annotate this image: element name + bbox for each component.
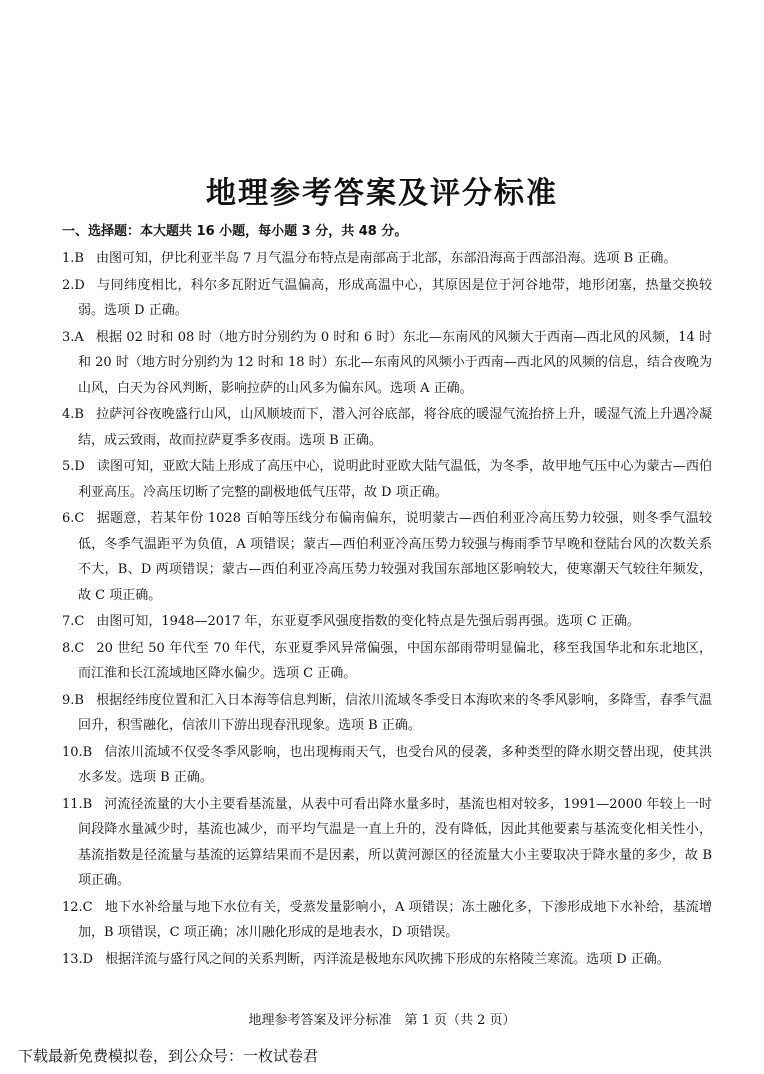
answer-item (62, 792, 712, 894)
answer-text: 拉萨河谷夜晚盛行山风，山风顺坡而下，潜入河谷底部，将谷底的暖湿气流抬挤上升，暖湿气流上升遇冷凝结，成云致雨，故而拉萨夏季多夜雨。选项 B 正确。 (78, 407, 712, 448)
answer-item (62, 273, 712, 324)
answer-number: 8.C (62, 640, 85, 656)
answer-item (62, 454, 712, 505)
answer-item (62, 246, 712, 272)
answer-list (62, 246, 712, 973)
answer-item (62, 636, 712, 687)
answer-text: 与同纬度相比，科尔多瓦附近气温偏高，形成高温中心，其原因是位于河谷地带，地形闭塞，热量交换较弱。选项 D 正确。 (78, 277, 712, 318)
answer-number: 1.B (62, 251, 84, 266)
answer-text: 地下水补给量与地下水位有关，受蒸发量影响小，A 项错误；冻土融化多，下渗形成地下水补给，基流增加，B 项错误，C 项正确；冰川融化形成的是地表水，D 项错误。 (78, 899, 712, 940)
answer-body (62, 740, 712, 791)
answer-body (62, 506, 712, 608)
answer-text: 根据经纬度位置和汇入日本海等信息判断，信浓川流域冬季受日本海吹来的冬季风影响，多降雪，春季气温回升，积雪融化，信浓川下游出现春汛现象。选项 B 正确。 (78, 692, 712, 733)
answer-number: 3.A (62, 329, 84, 345)
answer-body (62, 947, 712, 973)
answer-item (62, 609, 712, 635)
answer-number: 12.C (62, 899, 93, 915)
page-title: 地理参考答案及评分标准 (206, 176, 558, 211)
answer-body (62, 636, 712, 687)
answer-item (62, 325, 712, 402)
answer-item (62, 895, 712, 946)
answer-text: 由图可知，1948—2017 年，东亚夏季风强度指数的变化特点是先强后弱再强。选项 C 正确。 (96, 614, 640, 629)
answer-number: 5.D (62, 459, 85, 474)
answer-number: 13.D (62, 951, 94, 967)
answer-number: 11.B (62, 796, 93, 812)
promo-text: 下载最新免费模拟卷，到公众号：一枚试卷君 (18, 1047, 319, 1065)
answer-text: 信浓川流域不仅受冬季风影响，也出现梅雨天气，也受台风的侵袭，多种类型的降水期交替出现，使其洪水多发。选项 B 正确。 (78, 744, 712, 785)
answer-body (62, 402, 712, 453)
answer-number: 2.D (62, 277, 85, 293)
answer-body (62, 688, 712, 739)
answer-item (62, 947, 712, 973)
answer-body (62, 792, 712, 894)
answer-number: 10.B (62, 744, 93, 760)
section-heading: 一、选择题：本大题共 16 小题，每小题 3 分，共 48 分。 (62, 224, 408, 239)
answer-body (62, 246, 712, 272)
page-footer: 地理参考答案及评分标准 第 1 页（共 2 页） (248, 1013, 516, 1028)
answer-number: 6.C (62, 511, 85, 526)
answer-number: 9.B (62, 692, 84, 708)
answer-item (62, 688, 712, 739)
answer-body (62, 454, 712, 505)
answer-item (62, 740, 712, 791)
answer-text: 根据洋流与盛行风之间的关系判断，丙洋流是极地东风吹拂下形成的东格陵兰寒流。选项 D 正确。 (105, 951, 670, 967)
answer-text: 由图可知，伊比利亚半岛 7 月气温分布特点是南部高于北部，东部沿海高于西部沿海。选项 B 正确。 (95, 251, 677, 266)
answer-text: 20 世纪 50 年代至 70 年代，东亚夏季风异常偏强，中国东部雨带明显偏北，移至我国华北和东北地区，而江淮和长江流域地区降水偏少。选项 C 正确。 (78, 640, 712, 681)
answer-body (62, 273, 712, 324)
answer-body (62, 609, 712, 635)
answer-text: 根据 02 时和 08 时（地方时分别约为 0 时和 6 时）东北—东南风的风频大于西南—西北风的风频，14 时和 20 时（地方时分别约为 12 时和 18 时）东北—东南风的风频小于西南—西北风的风频的信息，结合夜晚为山风，白天为谷风判断，影响拉萨的山风多为偏东风。选项 A 正确。 (78, 329, 712, 396)
answer-text: 河流径流量的大小主要看基流量，从表中可看出降水量多时，基流也相对较多，1991—2000 年较上一时间段降水量减少时，基流也减少，而平均气温是一直上升的，没有降低，因此其他要素与基流变化相关性小，基流指数是径流量与基流的运算结果而不是因素，所以黄河源区的径流量大小主要取决于降水量的多少，故 B 项正确。 (78, 796, 712, 888)
answer-text: 读图可知，亚欧大陆上形成了高压中心，说明此时亚欧大陆气温低，为冬季，故甲地气压中心为蒙古—西伯利亚高压。冷高压切断了完整的副极地低气压带，故 D 项正确。 (78, 459, 712, 500)
answer-number: 7.C (62, 614, 85, 629)
answer-text: 据题意，若某年份 1028 百帕等压线分布偏南偏东，说明蒙古—西伯利亚冷高压势力较强，则冬季气温较低，冬季气温距平为负值，A 项错误；蒙古—西伯利亚冷高压势力较强与梅雨季节早晚和登陆台风的次数关系不大，B、D 两项错误；蒙古—西伯利亚冷高压势力较强对我国东部地区影响较大，使寒潮天气较往年频发，故 C 项正确。 (78, 511, 712, 603)
answer-number: 4.B (62, 407, 84, 422)
answer-item (62, 402, 712, 453)
answer-body (62, 895, 712, 946)
answer-item (62, 506, 712, 608)
answer-body (62, 325, 712, 402)
